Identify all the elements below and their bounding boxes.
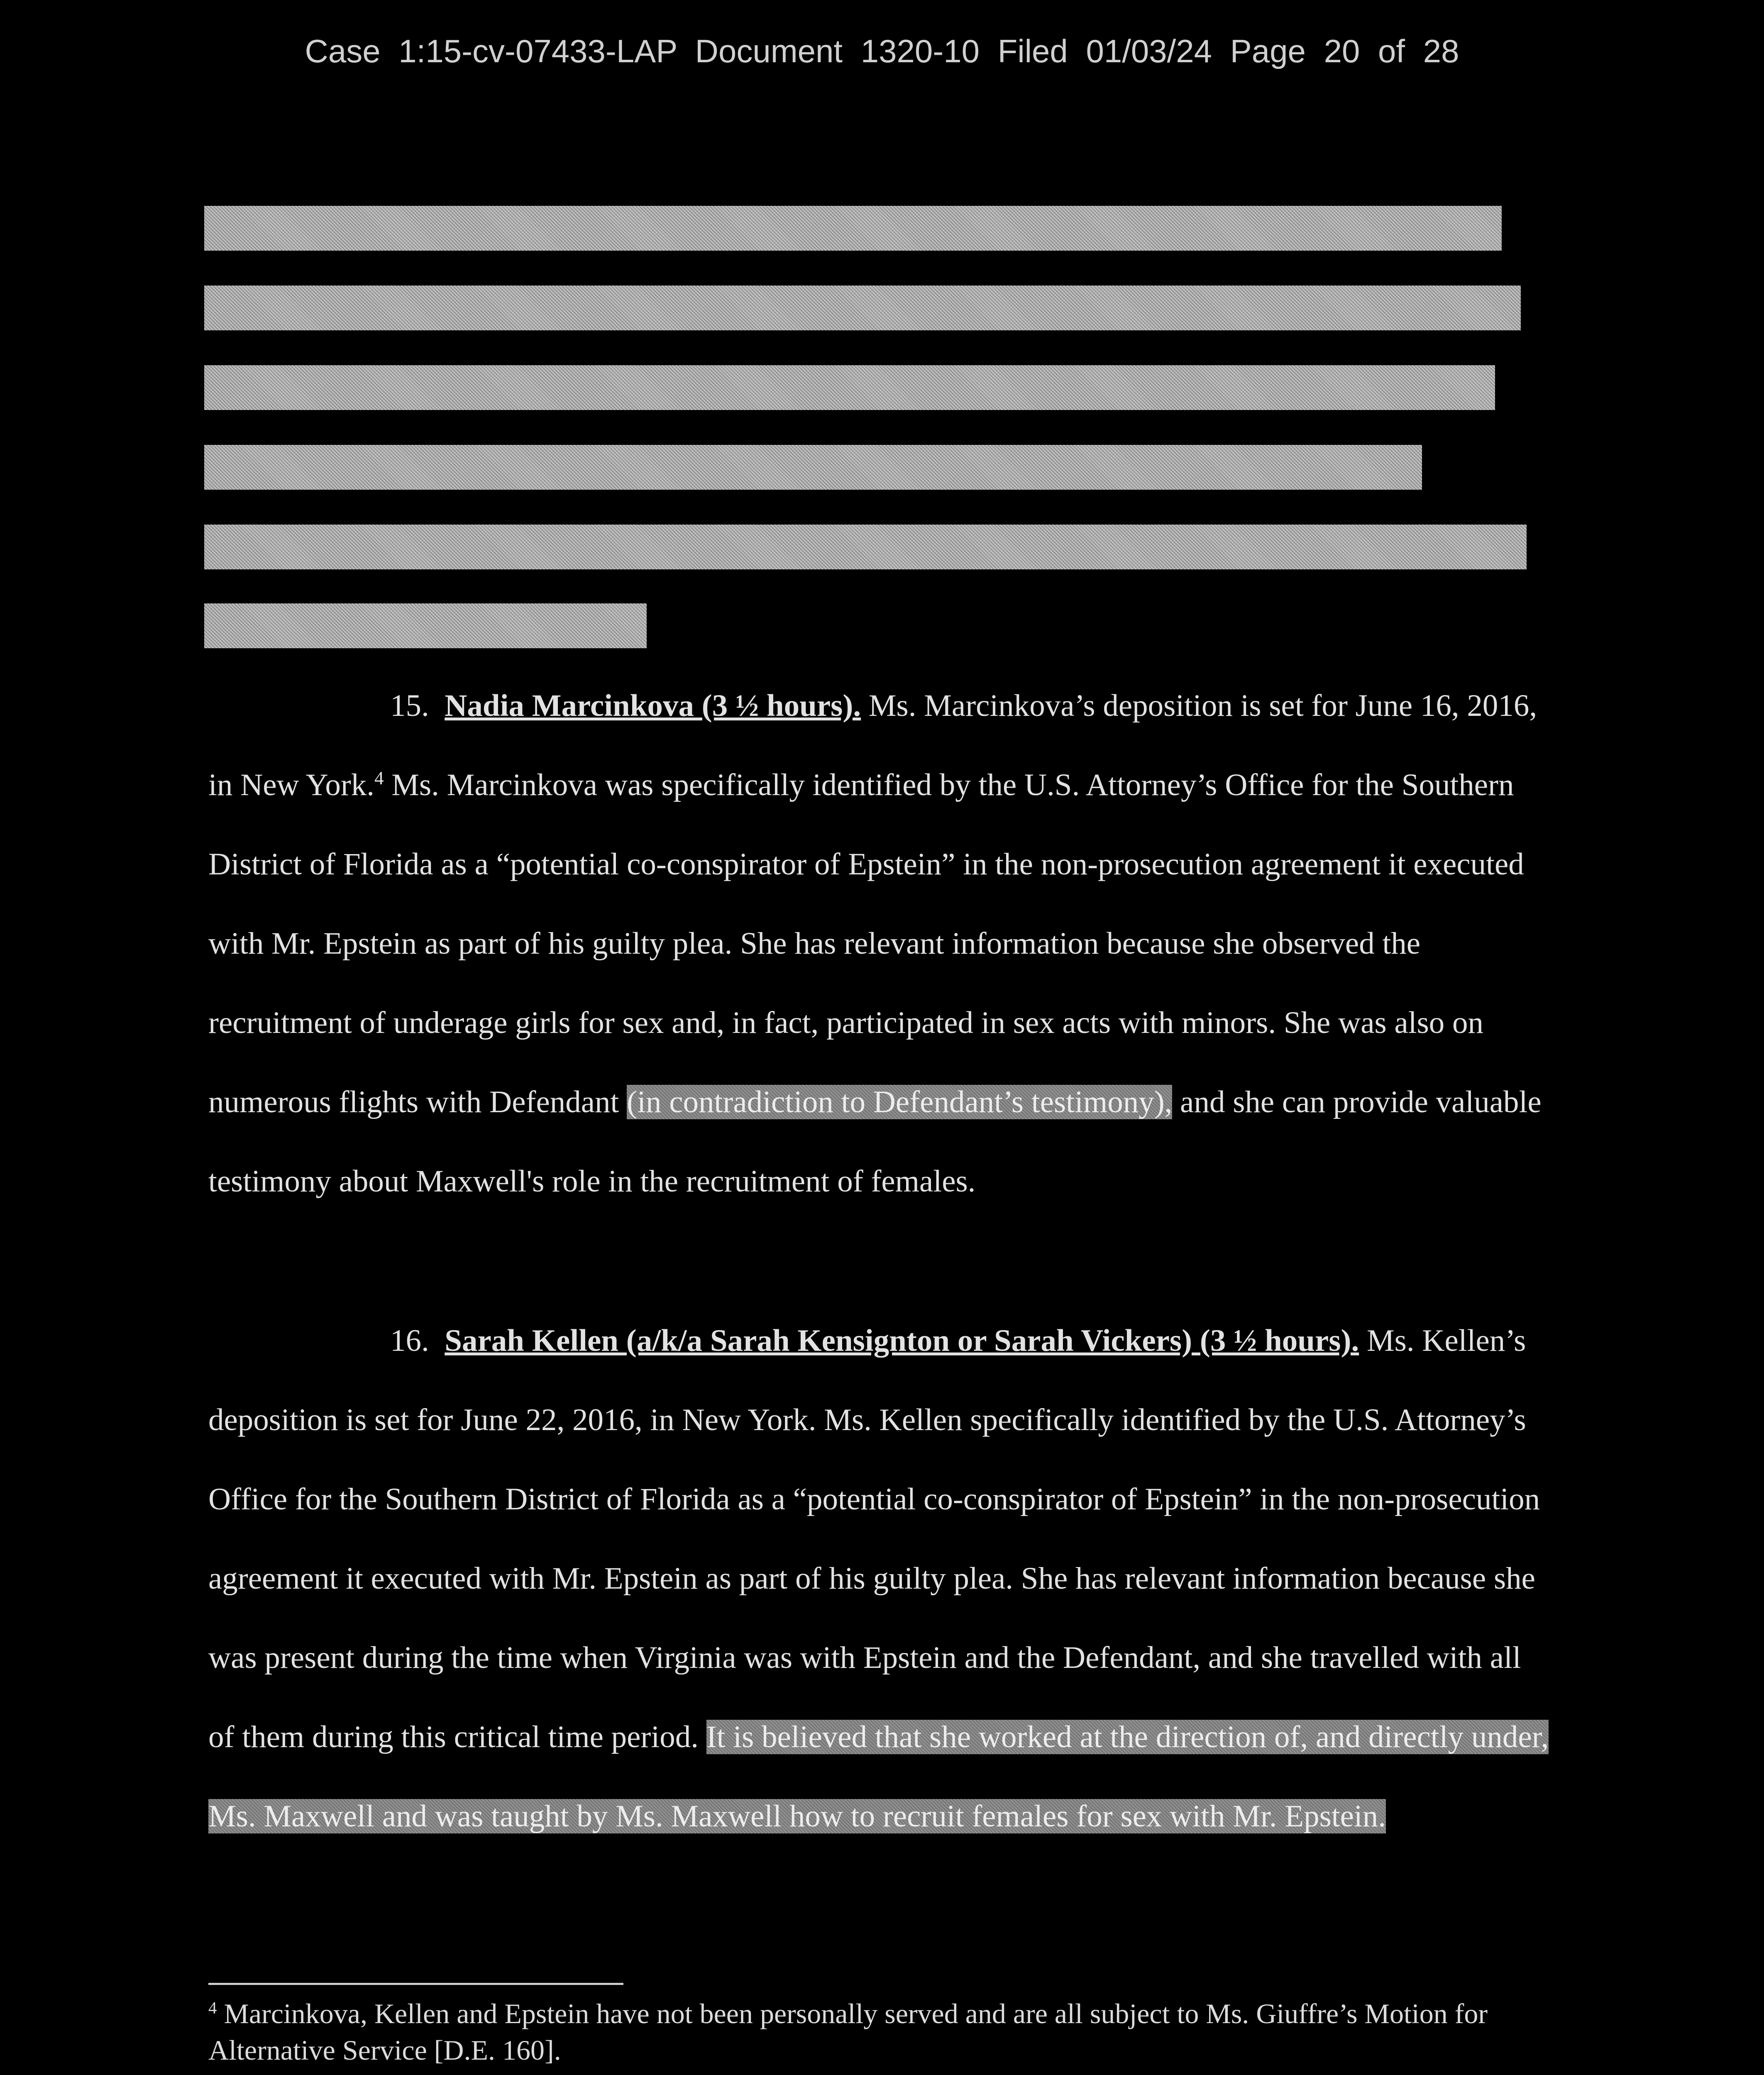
redaction-bar	[204, 525, 1527, 569]
paragraph-text: Ms. Marcinkova’s deposition is set for June 16, 2016, in New York.	[208, 688, 1537, 802]
paragraph-text: Ms. Marcinkova was specifically identified by the U.S. Attorney’s Office for the Southern District of Florida as a “potential co-conspirator of Epstein” in the non-prosecution agreement it executed with Mr. Epstein as part of his guilty plea. She has relevant information because she observed the recruitment of underage girls for sex and, in fact, participated in sex acts with minors. She was also on numerous flights with Defendant	[208, 768, 1524, 1119]
redaction-bar	[204, 603, 647, 648]
paragraph-15	[208, 666, 1553, 1221]
header-case-number: Case 1:15-cv-07433-LAP	[305, 33, 677, 69]
paragraph-heading: Nadia Marcinkova (3 ½ hours).	[445, 688, 861, 723]
highlighted-text: (in contradiction to Defendant’s testimony),	[627, 1085, 1173, 1119]
redaction-bar	[204, 445, 1422, 490]
redaction-bar	[204, 365, 1495, 410]
header-page-count: Page 20 of 28	[1230, 33, 1459, 69]
footnote-text: Marcinkova, Kellen and Epstein have not been personally served and are all subject to Ms. Giuffre’s Motion for Alternative Service [D.E. 160].	[208, 1998, 1488, 2066]
redaction-bar	[204, 206, 1502, 251]
footnote-divider	[208, 1983, 623, 1985]
footnote	[208, 1995, 1557, 2068]
header-document-number: Document 1320-10	[695, 33, 980, 69]
paragraph-number: 16.	[390, 1323, 429, 1358]
paragraph-16	[208, 1301, 1553, 1856]
redaction-bar	[204, 286, 1521, 330]
footnote-reference: 4	[374, 768, 384, 788]
footnote-marker: 4	[208, 1998, 217, 2017]
paragraph-heading: Sarah Kellen (a/k/a Sarah Kensignton or Sarah Vickers) (3 ½ hours).	[445, 1323, 1359, 1358]
paragraph-text: and she can provide valuable testimony about Maxwell's role in the recruitment of females.	[208, 1085, 1542, 1199]
header-filed-date: Filed 01/03/24	[997, 33, 1212, 69]
paragraph-text: Ms. Kellen’s deposition is set for June 22, 2016, in New York. Ms. Kellen specifically identified by the U.S. Attorney’s Office for the Southern District of Florida as a “potential co-conspirator of Epstein” in the non-prosecution agreement it executed with Mr. Epstein as part of his guilty plea. She has relevant information because she was present during the time when Virginia was with Epstein and the Defendant, and she travelled with all of them during this critical time period.	[208, 1323, 1540, 1754]
highlighted-text: It is believed that she worked at the direction of, and directly under, Ms. Maxwell and was taught by Ms. Maxwell how to recruit females for sex with Mr. Epstein.	[208, 1720, 1549, 1833]
paragraph-number: 15.	[390, 688, 429, 723]
document-header	[0, 32, 1764, 70]
